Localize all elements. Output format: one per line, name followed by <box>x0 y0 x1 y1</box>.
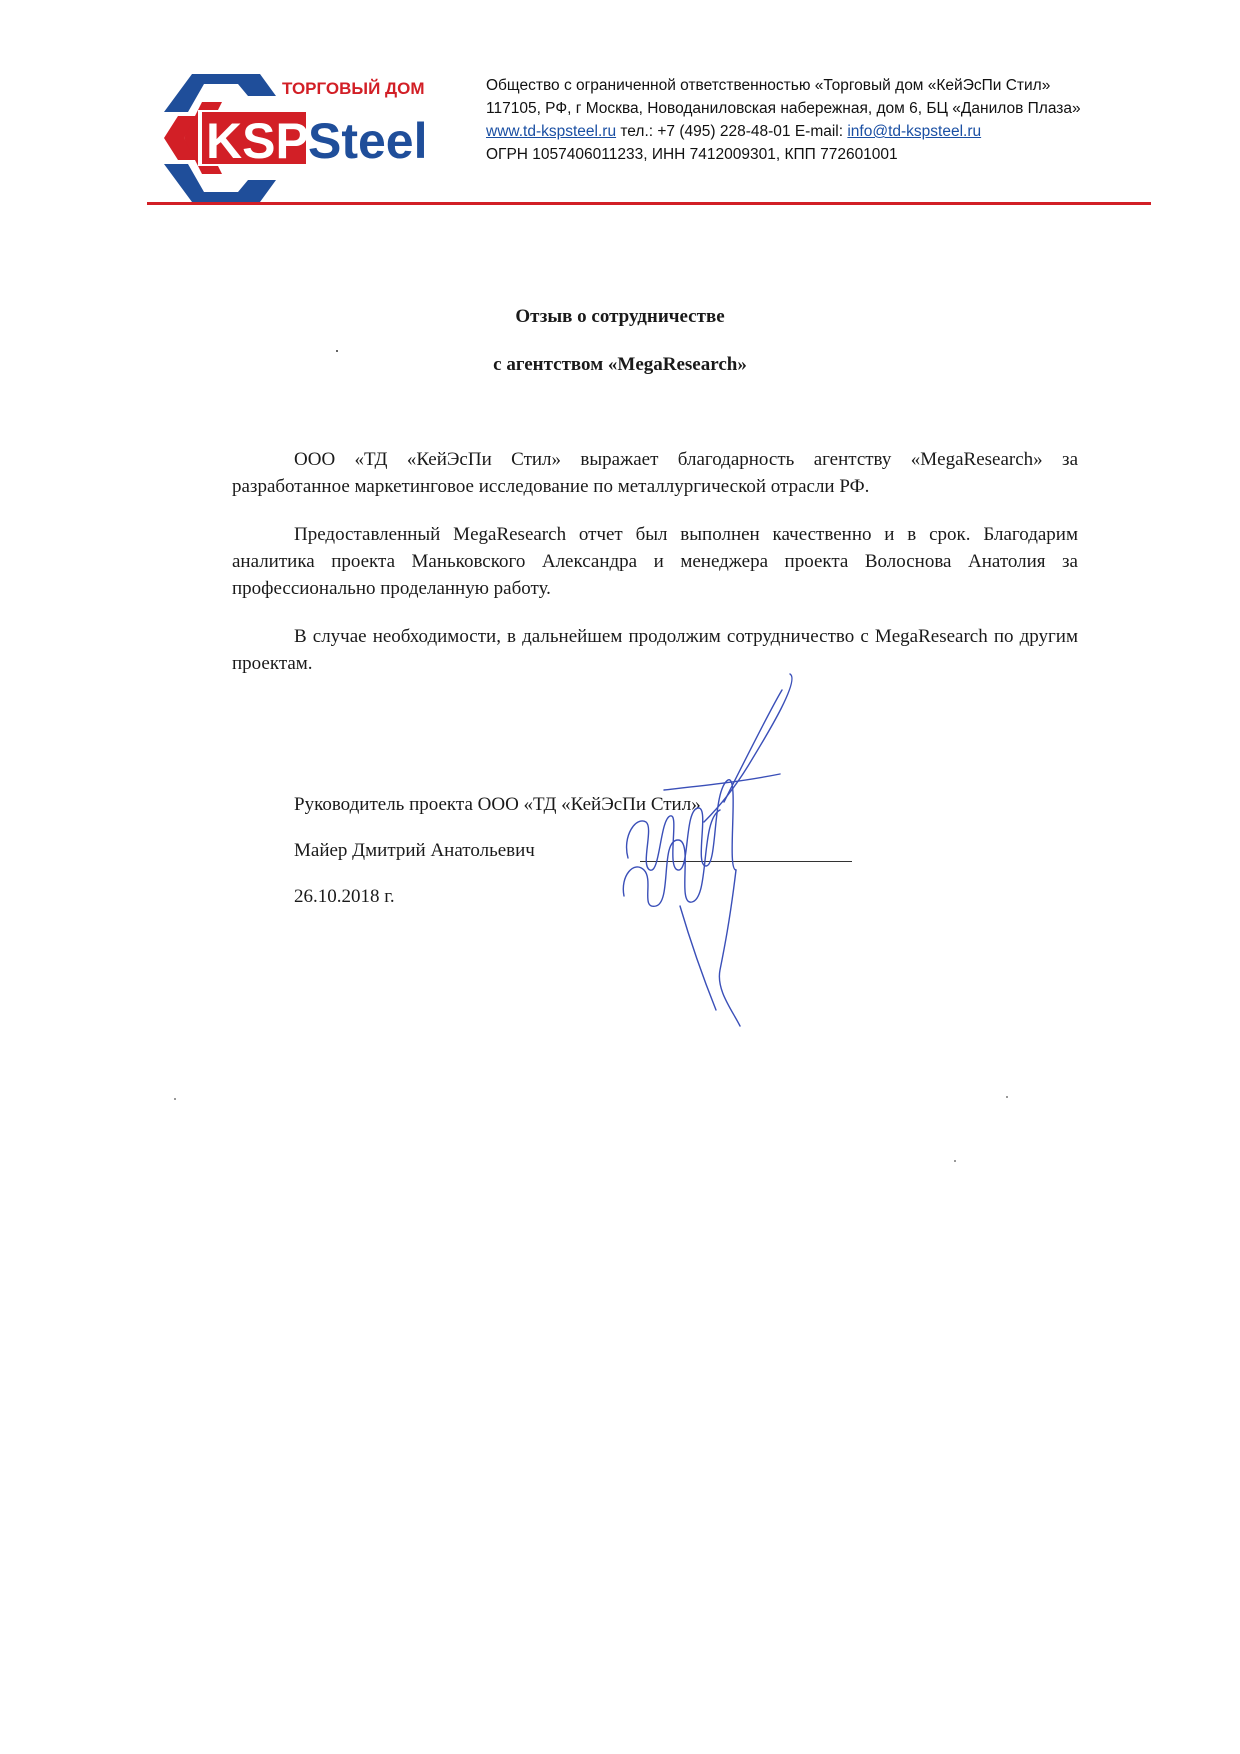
email-link[interactable]: info@td-kspsteel.ru <box>847 123 982 140</box>
company-address: 117105, РФ, г Москва, Новоданиловская набережная, дом 6, БЦ «Данилов Плаза» <box>486 100 1081 117</box>
website-link[interactable]: www.td-kspsteel.ru <box>486 123 617 140</box>
phone-label: тел.: +7 (495) 228-48-01 E-mail: <box>616 123 848 140</box>
document-title: Отзыв о сотрудничестве <box>515 306 725 327</box>
logo-name-text: Steel <box>308 113 428 169</box>
logo-mark-text: KSP <box>206 113 309 169</box>
scan-speck <box>336 350 338 352</box>
document-subtitle: с агентством «MegaResearch» <box>493 354 747 375</box>
handwritten-signature <box>620 670 810 1030</box>
body-paragraph-2: Предоставленный MegaResearch отчет был выполнен качественно и в срок. Благодарим аналитика проекта Маньковского Александра и менеджера проекта Волоснова Анатолия за профессионально проделанную работу. <box>232 524 1078 599</box>
signer-role: Руководитель проекта ООО «ТД «КейЭсПи Стил» <box>294 794 701 815</box>
scan-speck <box>174 1098 176 1100</box>
company-name: Общество с ограниченной ответственностью «Торговый дом «КейЭсПи Стил» <box>486 77 1051 94</box>
body-paragraph-1: ООО «ТД «КейЭсПи Стил» выражает благодарность агентству «MegaResearch» за разработанное маркетинговое исследование по металлургической отрасли РФ. <box>232 449 1078 497</box>
logo-subtitle: ТОРГОВЫЙ ДОМ <box>282 79 425 98</box>
letter-body <box>232 446 1078 698</box>
scan-speck <box>954 1160 956 1162</box>
signature-date: 26.10.2018 г. <box>294 886 395 907</box>
body-paragraph-3: В случае необходимости, в дальнейшем продолжим сотрудничество с MegaResearch по другим проектам. <box>232 626 1078 674</box>
scan-speck <box>1006 1096 1008 1098</box>
company-details <box>486 74 1081 166</box>
letterhead-divider <box>147 202 1151 205</box>
company-registration: ОГРН 1057406011233, ИНН 7412009301, КПП 772601001 <box>486 146 898 163</box>
company-contacts <box>486 120 1081 143</box>
company-logo <box>158 72 428 204</box>
signer-name: Майер Дмитрий Анатольевич <box>294 840 535 861</box>
